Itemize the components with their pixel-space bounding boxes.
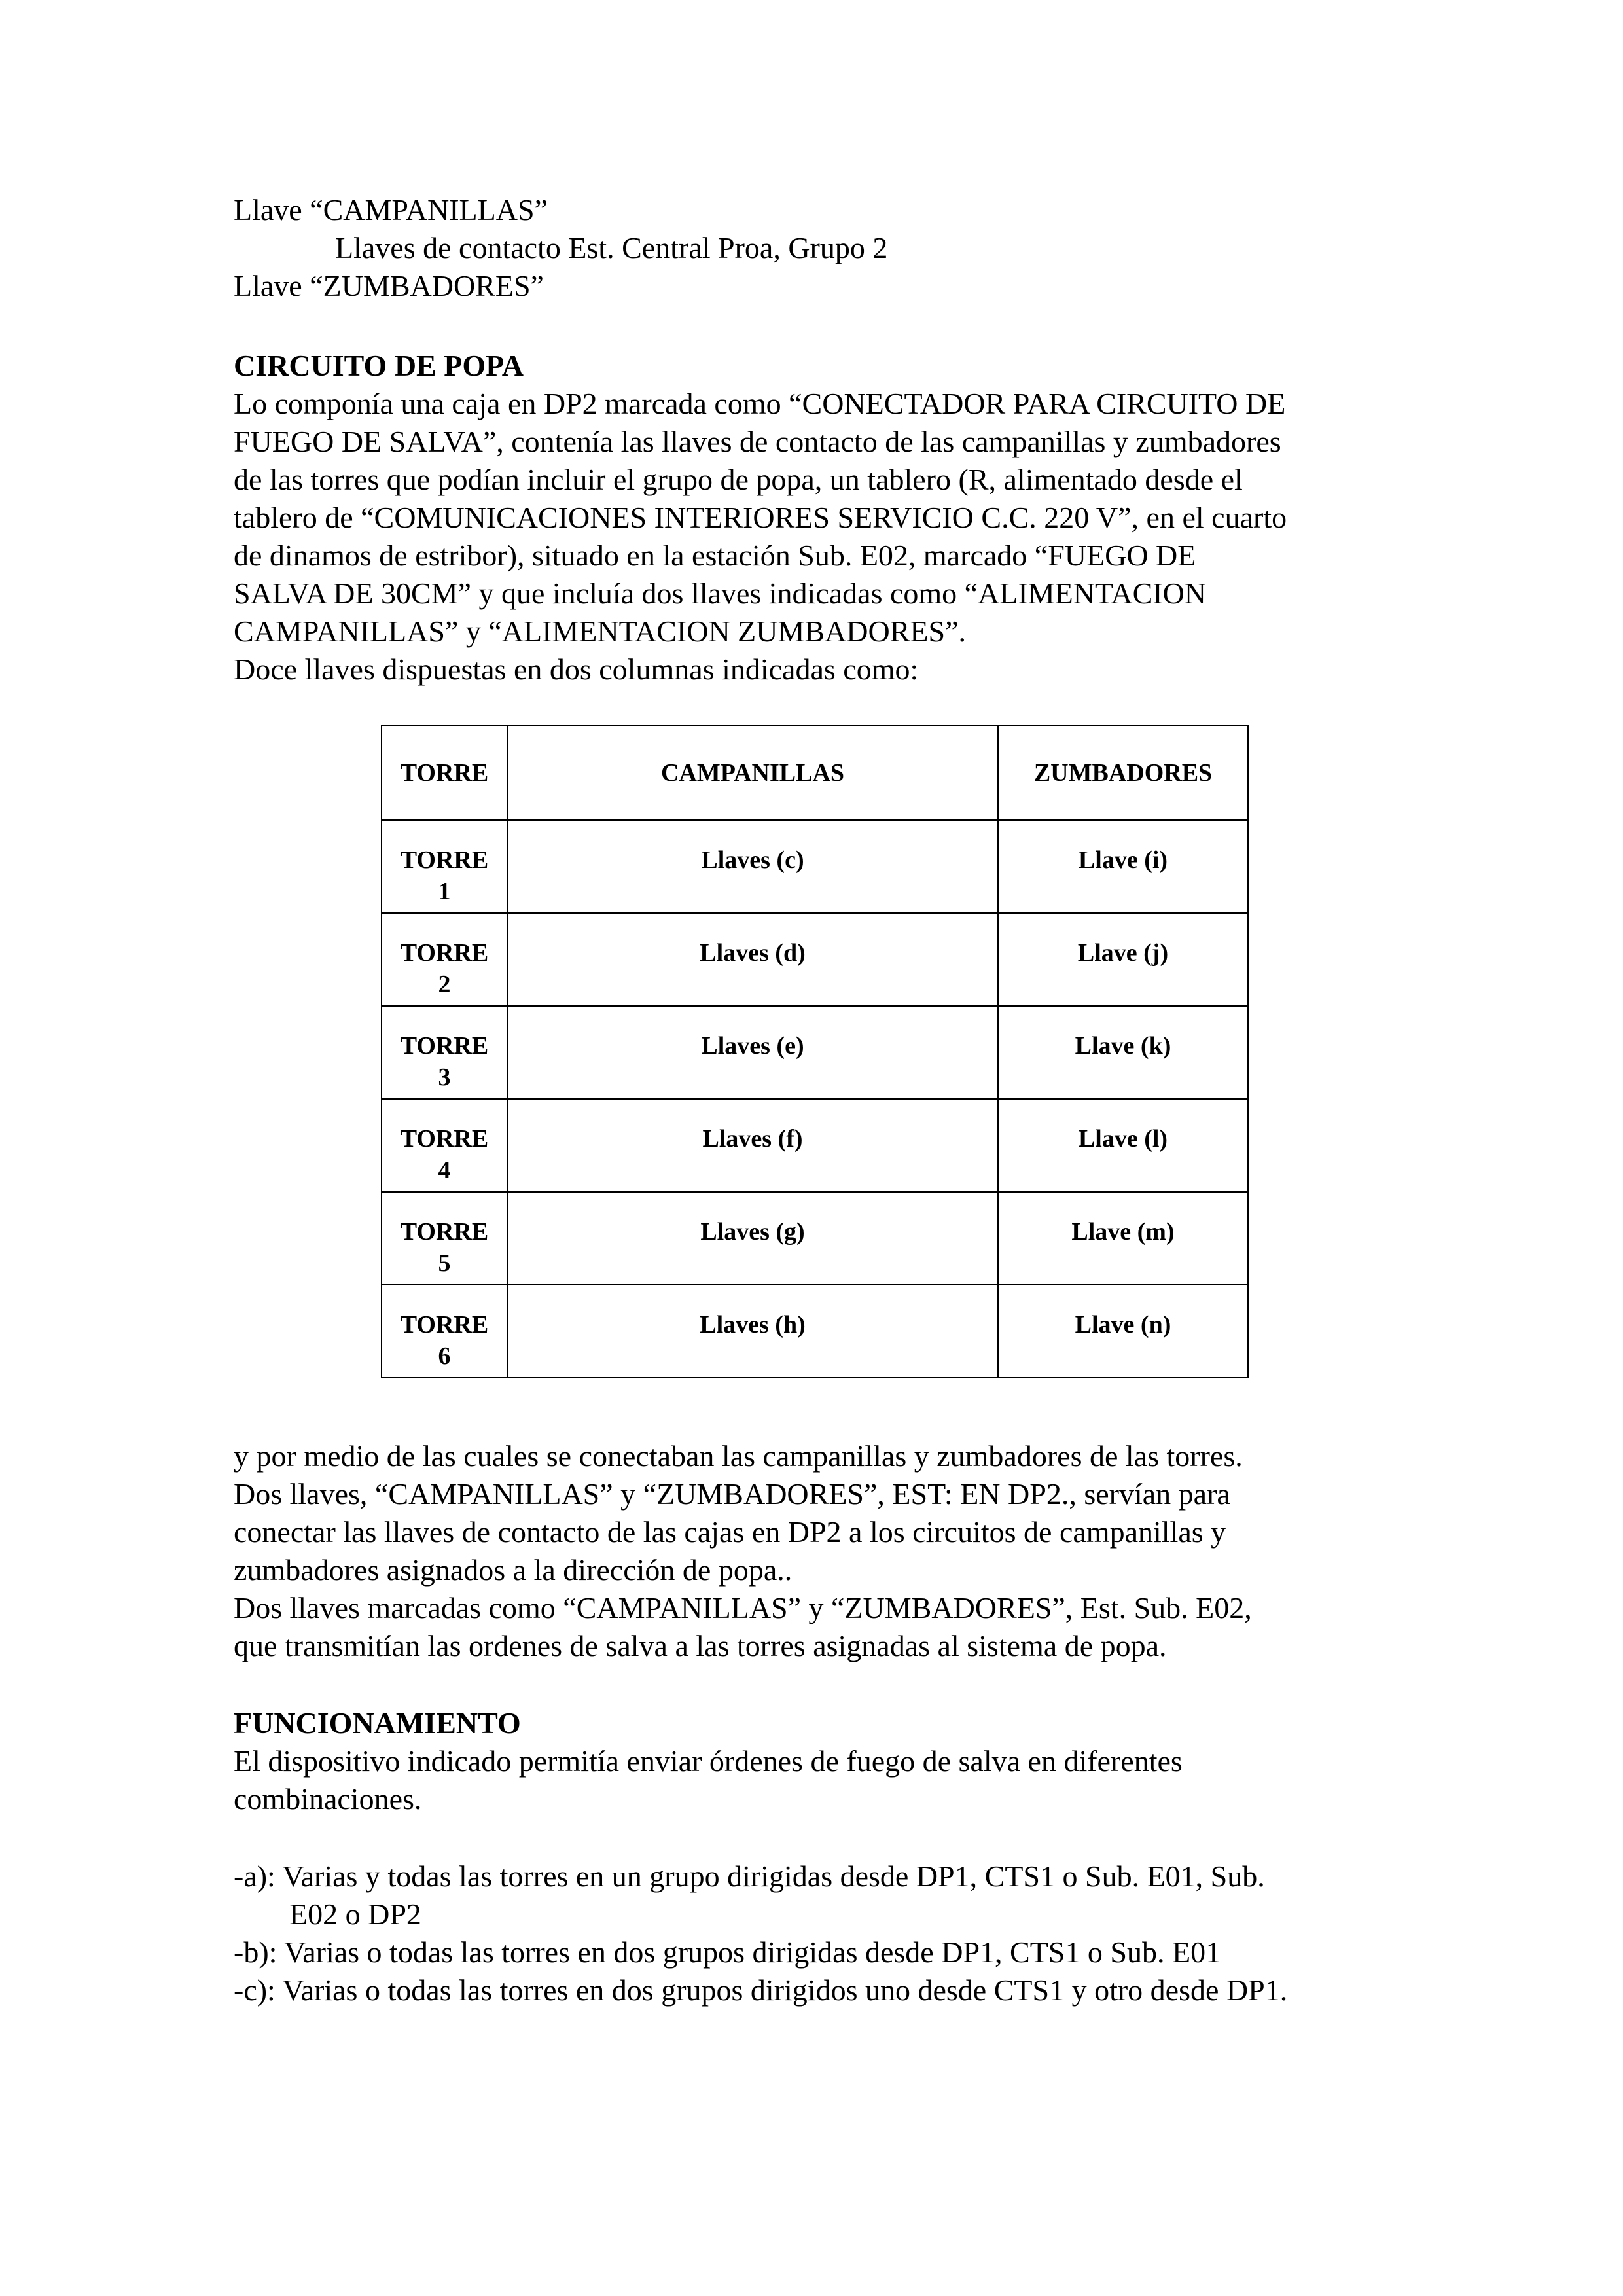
circuito-line-4: tablero de “COMUNICACIONES INTERIORES SERVICIO C.C. 220 V”, en el cuarto (234, 501, 1287, 534)
torre-label: TORRE (400, 1032, 489, 1060)
funcionamiento-line-1: El dispositivo indicado permitía enviar órdenes de fuego de salva en diferentes (234, 1744, 1183, 1778)
header-line-2: Llaves de contacto Est. Central Proa, Grupo 2 (335, 231, 888, 264)
funcionamiento-line-2: combinaciones. (234, 1782, 422, 1816)
torre-label: TORRE (400, 1125, 489, 1153)
table-cell-torre (382, 1192, 507, 1285)
table-cell-campanillas: Llaves (h) (507, 1285, 998, 1378)
table-cell-campanillas: Llaves (c) (507, 820, 998, 913)
torre-number: 1 (438, 878, 451, 905)
torre-label: TORRE (400, 939, 489, 967)
section-heading-funcionamiento: FUNCIONAMIENTO (234, 1706, 521, 1740)
circuito-line-1: Lo componía una caja en DP2 marcada como “CONECTADOR PARA CIRCUITO DE (234, 387, 1286, 420)
table-cell-zumbadores: Llave (l) (998, 1099, 1248, 1192)
table-cell-zumbadores: Llave (m) (998, 1192, 1248, 1285)
table-cell-torre (382, 913, 507, 1006)
table-row (382, 913, 1248, 1006)
torre-number: 5 (438, 1249, 451, 1277)
circuito-line-5: de dinamos de estribor), situado en la estación Sub. E02, marcado “FUEGO DE (234, 539, 1196, 572)
table-cell-campanillas: Llaves (f) (507, 1099, 998, 1192)
table-cell-torre (382, 1099, 507, 1192)
table-row (382, 820, 1248, 913)
torre-number: 3 (438, 1064, 451, 1091)
table-cell-campanillas: Llaves (d) (507, 913, 998, 1006)
table-row (382, 1192, 1248, 1285)
list-item-c: -c): Varias o todas las torres en dos grupos dirigidos uno desde CTS1 y otro desde DP1. (234, 1973, 1288, 2007)
torre-label: TORRE (400, 846, 489, 874)
table-cell-zumbadores: Llave (k) (998, 1006, 1248, 1099)
list-item-b: -b): Varias o todas las torres en dos grupos dirigidas desde DP1, CTS1 o Sub. E01 (234, 1935, 1221, 1969)
circuito-line-7: CAMPANILLAS” y “ALIMENTACION ZUMBADORES”. (234, 615, 967, 648)
circuito-line-6: SALVA DE 30CM” y que incluía dos llaves indicadas como “ALIMENTACION (234, 577, 1207, 610)
table-row (382, 1006, 1248, 1099)
torre-number: 4 (438, 1157, 451, 1184)
table-header-row (382, 726, 1248, 820)
torre-label: TORRE (400, 1311, 489, 1338)
circuito-line-8: Doce llaves dispuestas en dos columnas indicadas como: (234, 653, 919, 686)
torre-number: 2 (438, 971, 451, 998)
torre-number: 6 (438, 1342, 451, 1370)
table-header-zumbadores: ZUMBADORES (998, 726, 1248, 820)
table-cell-zumbadores: Llave (i) (998, 820, 1248, 913)
list-item-a-continuation: E02 o DP2 (289, 1897, 421, 1931)
after-table-line-2: Dos llaves, “CAMPANILLAS” y “ZUMBADORES”, EST: EN DP2., servían para (234, 1477, 1230, 1511)
after-table-line-1: y por medio de las cuales se conectaban las campanillas y zumbadores de las torres. (234, 1439, 1243, 1473)
after-table-line-4: zumbadores asignados a la dirección de popa.. (234, 1553, 793, 1587)
table-cell-torre (382, 1006, 507, 1099)
torre-label: TORRE (400, 1218, 489, 1246)
table-row (382, 1099, 1248, 1192)
header-line-1: Llave “CAMPANILLAS” (234, 193, 548, 226)
table-row (382, 1285, 1248, 1378)
circuito-line-3: de las torres que podían incluir el grupo de popa, un tablero (R, alimentado desde el (234, 463, 1243, 496)
table-cell-torre (382, 820, 507, 913)
table-cell-torre (382, 1285, 507, 1378)
table-cell-campanillas: Llaves (g) (507, 1192, 998, 1285)
table-header-campanillas: CAMPANILLAS (507, 726, 998, 820)
after-table-line-5: Dos llaves marcadas como “CAMPANILLAS” y “ZUMBADORES”, Est. Sub. E02, (234, 1591, 1252, 1624)
after-table-line-6: que transmitían las ordenes de salva a las torres asignadas al sistema de popa. (234, 1629, 1167, 1662)
table-header-torre: TORRE (382, 726, 507, 820)
circuito-line-2: FUEGO DE SALVA”, contenía las llaves de contacto de las campanillas y zumbadores (234, 425, 1281, 458)
table-cell-campanillas: Llaves (e) (507, 1006, 998, 1099)
section-heading-circuito: CIRCUITO DE POPA (234, 349, 524, 382)
table-cell-zumbadores: Llave (n) (998, 1285, 1248, 1378)
torres-table (381, 725, 1249, 1378)
list-item-a: -a): Varias y todas las torres en un grupo dirigidas desde DP1, CTS1 o Sub. E01, Sub. (234, 1859, 1265, 1893)
header-line-3: Llave “ZUMBADORES” (234, 269, 544, 302)
after-table-line-3: conectar las llaves de contacto de las cajas en DP2 a los circuitos de campanillas y (234, 1515, 1226, 1549)
table-cell-zumbadores: Llave (j) (998, 913, 1248, 1006)
